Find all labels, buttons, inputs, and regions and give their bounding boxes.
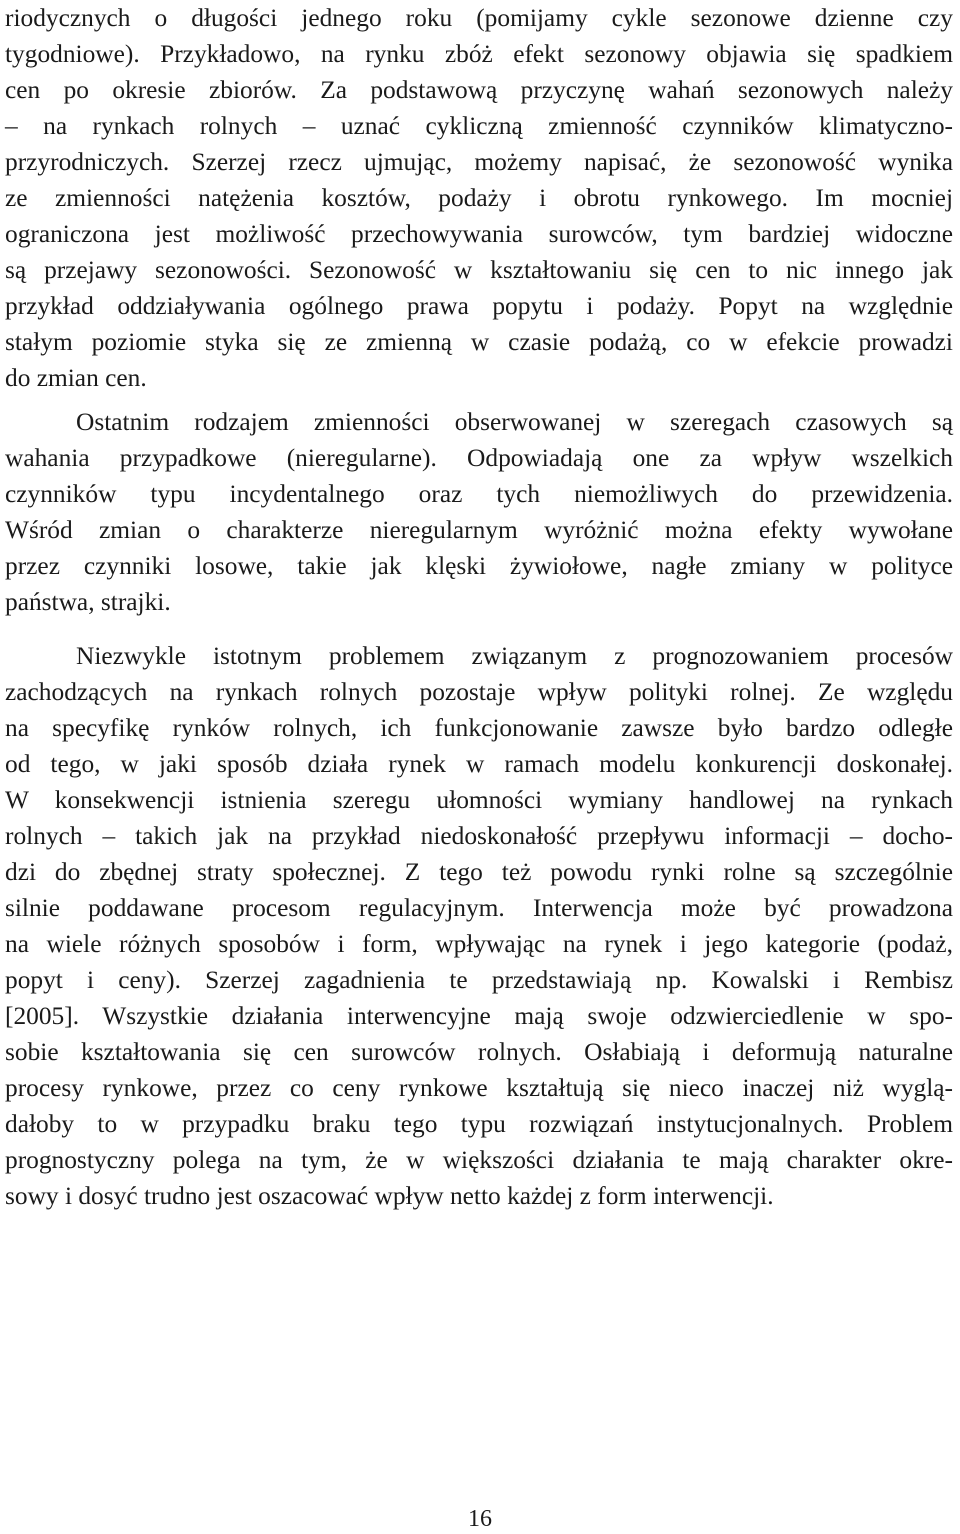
text-line: dałoby to w przypadku braku tego typu rozwiązań instytucjonalnych. Problem (5, 1110, 953, 1138)
text-line: na wiele różnych sposobów i form, wpływając na rynek i jego kategorie (podaż, (5, 930, 953, 958)
text-line: ze zmienności natężenia kosztów, podaży i obrotu rynkowego. Im mocniej (5, 184, 953, 212)
text-line: na specyfikę rynków rolnych, ich funkcjonowanie zawsze było bardzo odległe (5, 714, 953, 742)
text-line: W konsekwencji istnienia szeregu ułomności wymiany handlowej na rynkach (5, 786, 953, 814)
text-line: wahania przypadkowe (nieregularne). Odpowiadają one za wpływ wszelkich (5, 444, 953, 472)
text-line: czynników typu incydentalnego oraz tych niemożliwych do przewidzenia. (5, 480, 953, 508)
text-line: prognostyczny polega na tym, że w większości działania te mają charakter okre- (5, 1146, 953, 1174)
text-line: Wśród zmian o charakterze nieregularnym wyróżnić można efekty wywołane (5, 516, 953, 544)
text-line: są przejawy sezonowości. Sezonowość w kształtowaniu się cen to nic innego jak (5, 256, 953, 284)
text-line: przyrodniczych. Szerzej rzecz ujmując, możemy napisać, że sezonowość wynika (5, 148, 953, 176)
text-line: procesy rynkowe, przez co ceny rynkowe kształtują się nieco inaczej niż wyglą- (5, 1074, 953, 1102)
text-line: – na rynkach rolnych – uznać cykliczną zmienność czynników klimatyczno- (5, 112, 953, 140)
text-line: stałym poziomie styka się ze zmienną w czasie podażą, co w efekcie prowadzi (5, 328, 953, 356)
text-line: [2005]. Wszystkie działania interwencyjne mają swoje odzwierciedlenie w spo- (5, 1002, 953, 1030)
page-number: 16 (468, 1506, 492, 1532)
text-line: dzi do zbędnej straty społecznej. Z tego też powodu rynki rolne są szczególnie (5, 858, 953, 886)
text-line: silnie poddawane procesom regulacyjnym. Interwencja może być prowadzona (5, 894, 953, 922)
text-line: riodycznych o długości jednego roku (pomijamy cykle sezonowe dzienne czy (5, 4, 953, 32)
text-line: sowy i dosyć trudno jest oszacować wpływ netto każdej z form interwencji. (5, 1182, 774, 1210)
text-line: rolnych – takich jak na przykład niedoskonałość przepływu informacji – docho- (5, 822, 953, 850)
text-line: Niezwykle istotnym problemem związanym z prognozowaniem procesów (76, 642, 953, 670)
text-line: tygodniowe). Przykładowo, na rynku zbóż efekt sezonowy objawia się spadkiem (5, 40, 953, 68)
text-line: przykład oddziaływania ogólnego prawa popytu i podaży. Popyt na względnie (5, 292, 953, 320)
text-line: od tego, w jaki sposób działa rynek w ramach modelu konkurencji doskonałej. (5, 750, 953, 778)
text-line: ograniczona jest możliwość przechowywania surowców, tym bardziej widoczne (5, 220, 953, 248)
document-page (5, 0, 953, 1533)
text-line: sobie kształtowania się cen surowców rolnych. Osłabiają i deformują naturalne (5, 1038, 953, 1066)
text-line: do zmian cen. (5, 364, 147, 392)
text-line: przez czynniki losowe, takie jak klęski żywiołowe, nagłe zmiany w polityce (5, 552, 953, 580)
text-line: cen po okresie zbiorów. Za podstawową przyczynę wahań sezonowych należy (5, 76, 953, 104)
text-line: państwa, strajki. (5, 588, 171, 616)
text-line: zachodzących na rynkach rolnych pozostaje wpływ polityki rolnej. Ze względu (5, 678, 953, 706)
text-line: popyt i ceny). Szerzej zagadnienia te przedstawiają np. Kowalski i Rembisz (5, 966, 953, 994)
text-line: Ostatnim rodzajem zmienności obserwowanej w szeregach czasowych są (76, 408, 953, 436)
